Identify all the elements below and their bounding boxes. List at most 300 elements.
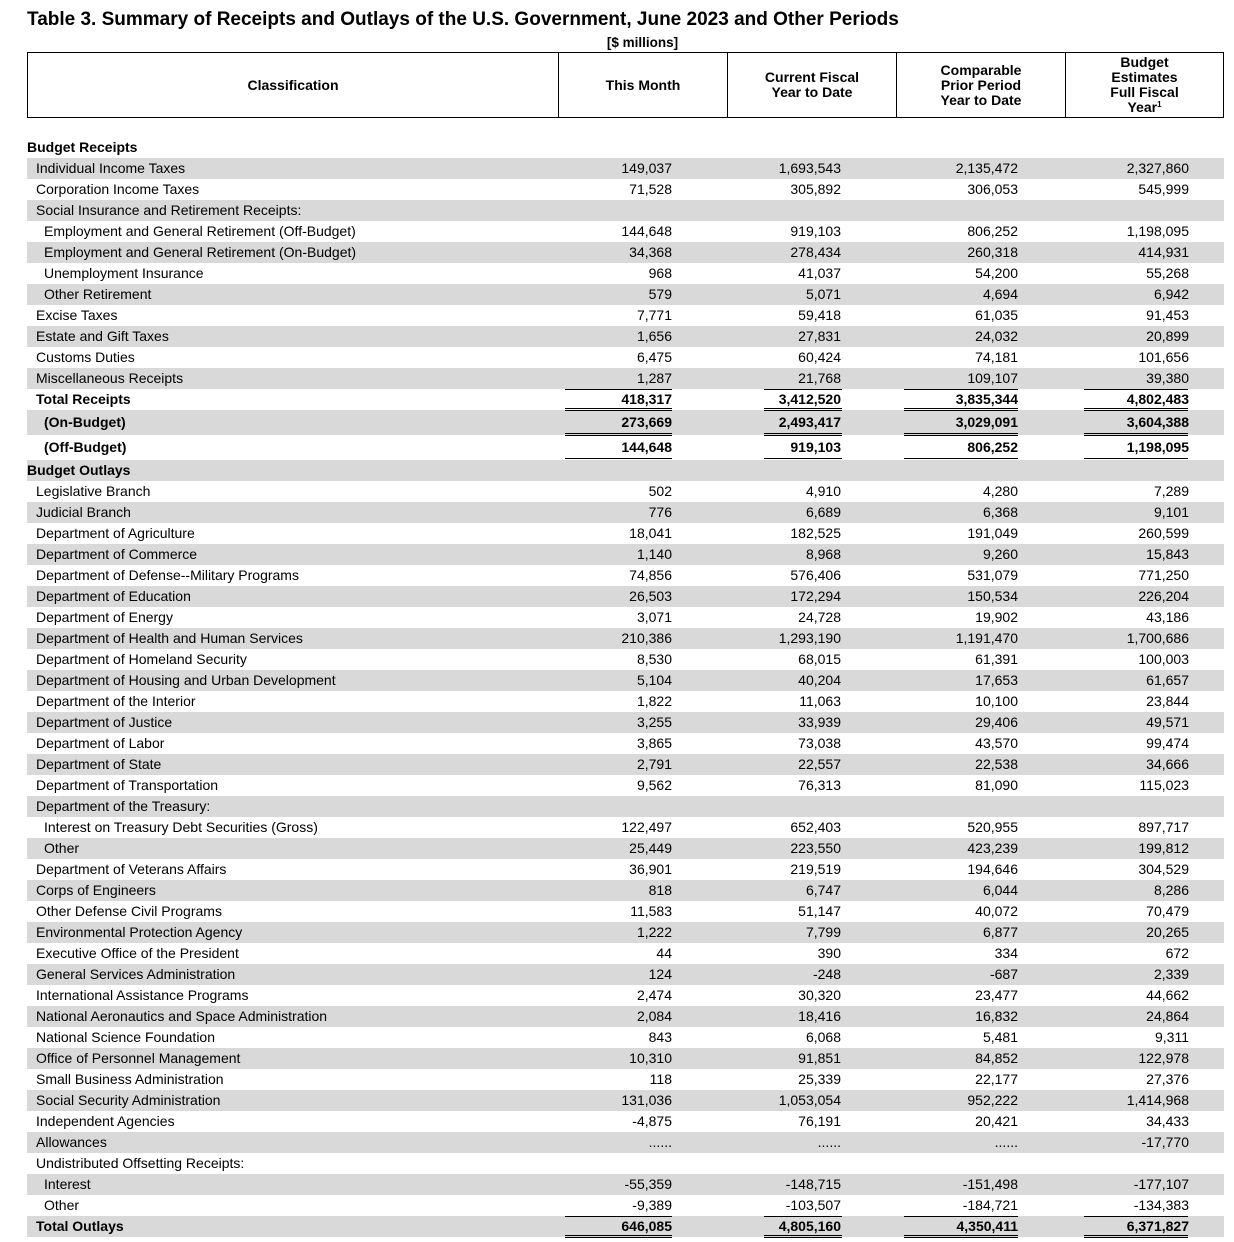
- row-label: Other Defense Civil Programs: [36, 903, 222, 919]
- cell-col-4: 3,604,388: [1126, 414, 1189, 430]
- table-row: [27, 368, 1224, 389]
- cell-col-1: 74,856: [629, 567, 672, 583]
- cell-col-3: 23,477: [975, 987, 1018, 1003]
- cell-col-2: 652,403: [790, 819, 841, 835]
- cell-col-2: 223,550: [790, 840, 841, 856]
- cell-col-1: 26,503: [629, 588, 672, 604]
- cell-col-2: 2,493,417: [778, 414, 841, 430]
- row-label: Department of Transportation: [36, 777, 219, 793]
- row-label: Other: [44, 1197, 80, 1213]
- cell-col-3: 54,200: [975, 265, 1018, 281]
- total-rule: [1084, 433, 1188, 436]
- table-row: [27, 1195, 1224, 1216]
- cell-col-4: 672: [1165, 945, 1189, 961]
- cell-col-4: 20,899: [1146, 328, 1189, 344]
- table-row: [27, 817, 1224, 838]
- cell-col-3: 43,570: [975, 735, 1018, 751]
- cell-col-4: 34,433: [1146, 1113, 1189, 1129]
- total-rule: [764, 1216, 842, 1217]
- cell-col-3: 531,079: [967, 567, 1018, 583]
- cell-col-1: 71,528: [629, 181, 672, 197]
- row-label: (Off-Budget): [44, 439, 127, 455]
- header-prior-period: [897, 53, 1066, 117]
- row-label: Estate and Gift Taxes: [36, 328, 169, 344]
- row-label: (On-Budget): [44, 414, 126, 430]
- table-title: Table 3. Summary of Receipts and Outlays of the U.S. Government, June 2023 and Other Periods: [27, 9, 899, 30]
- row-label: Allowances: [36, 1134, 107, 1150]
- cell-col-1: 2,084: [636, 1008, 672, 1024]
- table-row: [27, 985, 1224, 1006]
- cell-col-1: 1,287: [636, 370, 672, 386]
- row-label: Customs Duties: [36, 349, 135, 365]
- table-row: [27, 691, 1224, 712]
- table-row: [27, 179, 1224, 200]
- total-rule: [764, 433, 842, 436]
- table-row: [27, 158, 1224, 179]
- cell-col-3: 6,044: [982, 882, 1018, 898]
- total-rule: [565, 433, 672, 436]
- cell-col-1: 144,648: [621, 439, 672, 455]
- header-classification: [28, 53, 559, 117]
- header-prior-period-label: Comparable Prior Period Year to Date: [940, 61, 1022, 108]
- cell-col-4: 226,204: [1138, 588, 1189, 604]
- cell-col-1: 210,386: [621, 630, 672, 646]
- row-label: Interest on Treasury Debt Securities (Gross): [44, 819, 318, 835]
- cell-col-1: 3,865: [636, 735, 672, 751]
- cell-col-2: 76,191: [798, 1113, 841, 1129]
- header-this-month: [559, 53, 728, 117]
- total-rule: [764, 408, 842, 411]
- cell-col-4: -134,383: [1133, 1197, 1189, 1213]
- cell-col-3: 6,877: [982, 924, 1018, 940]
- row-label: Small Business Administration: [36, 1071, 224, 1087]
- cell-col-3: 806,252: [967, 439, 1018, 455]
- table-row: [27, 964, 1224, 985]
- cell-col-3: 40,072: [975, 903, 1018, 919]
- cell-col-1: 2,474: [636, 987, 672, 1003]
- cell-col-3: 22,177: [975, 1071, 1018, 1087]
- cell-col-2: 40,204: [798, 672, 841, 688]
- cell-col-1: ......: [648, 1134, 672, 1150]
- row-label: Social Insurance and Retirement Receipts:: [36, 202, 302, 218]
- table-row: [27, 775, 1224, 796]
- row-label: Employment and General Retirement (On-Budget): [44, 244, 357, 260]
- cell-col-3: 4,694: [982, 286, 1018, 302]
- table-row: [27, 326, 1224, 347]
- cell-col-4: 304,529: [1138, 861, 1189, 877]
- row-label: Corporation Income Taxes: [36, 181, 200, 197]
- cell-col-3: 1,191,470: [955, 630, 1018, 646]
- total-rule: [1084, 1216, 1188, 1217]
- cell-col-2: 576,406: [790, 567, 841, 583]
- cell-col-4: -17,770: [1141, 1134, 1189, 1150]
- table-row: [27, 607, 1224, 628]
- table-header: [27, 52, 1224, 118]
- cell-col-2: 51,147: [798, 903, 841, 919]
- cell-col-2: 4,805,160: [778, 1218, 841, 1234]
- footnote-marker: 1: [1157, 100, 1162, 109]
- cell-col-3: -151,498: [962, 1176, 1018, 1192]
- row-label: Legislative Branch: [36, 483, 151, 499]
- cell-col-2: 7,799: [805, 924, 841, 940]
- cell-col-4: 6,371,827: [1126, 1218, 1189, 1234]
- row-label: Employment and General Retirement (Off-Budget): [44, 223, 356, 239]
- table-row: [27, 628, 1224, 649]
- total-rule: [1084, 408, 1188, 411]
- cell-col-2: 305,892: [790, 181, 841, 197]
- cell-col-2: 18,416: [798, 1008, 841, 1024]
- cell-col-2: 73,038: [798, 735, 841, 751]
- cell-col-1: 44: [656, 945, 672, 961]
- row-label: Department of Commerce: [36, 546, 198, 562]
- row-label: Corps of Engineers: [36, 882, 156, 898]
- cell-col-1: 124: [648, 966, 672, 982]
- cell-col-2: 278,434: [790, 244, 841, 260]
- table-body: [27, 137, 1224, 1237]
- cell-col-1: 36,901: [629, 861, 672, 877]
- cell-col-3: 16,832: [975, 1008, 1018, 1024]
- cell-col-2: 182,525: [790, 525, 841, 541]
- table-row: [27, 859, 1224, 880]
- total-rule: [904, 1216, 1018, 1217]
- cell-col-2: 6,747: [805, 882, 841, 898]
- cell-col-1: 1,140: [636, 546, 672, 562]
- cell-col-2: 33,939: [798, 714, 841, 730]
- cell-col-4: 99,474: [1146, 735, 1189, 751]
- cell-col-1: 7,771: [636, 307, 672, 323]
- cell-col-3: 150,534: [967, 588, 1018, 604]
- cell-col-1: 9,562: [636, 777, 672, 793]
- cell-col-1: 843: [648, 1029, 672, 1045]
- header-classification-label: Classification: [247, 76, 339, 93]
- total-rule: [904, 433, 1018, 436]
- cell-col-2: 219,519: [790, 861, 841, 877]
- table-row: [27, 502, 1224, 523]
- cell-col-3: 334: [994, 945, 1018, 961]
- cell-col-4: 115,023: [1139, 777, 1189, 793]
- cell-col-1: 118: [649, 1071, 672, 1087]
- cell-col-3: 306,053: [967, 181, 1018, 197]
- row-label: Department of Veterans Affairs: [36, 861, 227, 877]
- header-budget-estimates-wrap: [1100, 55, 1190, 115]
- header-budget-estimates-label: Budget Estimates Full Fiscal Year: [1110, 54, 1179, 115]
- cell-col-4: 414,931: [1138, 244, 1189, 260]
- table-row: [27, 838, 1224, 859]
- cell-col-4: 43,186: [1146, 609, 1189, 625]
- cell-col-4: 23,844: [1146, 693, 1189, 709]
- cell-col-4: 771,250: [1138, 567, 1189, 583]
- total-rule: [764, 1235, 842, 1238]
- total-rule: [565, 389, 672, 390]
- cell-col-2: 59,418: [798, 307, 841, 323]
- cell-col-3: 191,049: [967, 525, 1018, 541]
- cell-col-4: 27,376: [1146, 1071, 1189, 1087]
- table-row: [27, 523, 1224, 544]
- cell-col-4: 91,453: [1146, 307, 1189, 323]
- cell-col-4: 61,657: [1146, 672, 1189, 688]
- cell-col-1: 1,822: [636, 693, 672, 709]
- cell-col-4: 4,802,483: [1126, 391, 1189, 407]
- cell-col-1: 10,310: [629, 1050, 672, 1066]
- cell-col-2: 8,968: [805, 546, 841, 562]
- cell-col-2: 390: [817, 945, 841, 961]
- cell-col-2: 60,424: [798, 349, 841, 365]
- row-label: Executive Office of the President: [36, 945, 239, 961]
- row-label: Department of Labor: [36, 735, 165, 751]
- cell-col-4: 122,978: [1138, 1050, 1189, 1066]
- cell-col-1: 273,669: [621, 414, 672, 430]
- row-label: Department of Agriculture: [36, 525, 195, 541]
- cell-col-2: 30,320: [798, 987, 841, 1003]
- header-this-month-label: This Month: [605, 76, 681, 93]
- cell-col-2: 1,053,054: [778, 1092, 841, 1108]
- cell-col-2: 91,851: [798, 1050, 841, 1066]
- cell-col-2: 25,339: [798, 1071, 841, 1087]
- cell-col-2: 919,103: [790, 223, 841, 239]
- table-row: [27, 712, 1224, 733]
- row-label: Judicial Branch: [36, 504, 131, 520]
- cell-col-2: 11,063: [799, 693, 841, 709]
- total-rule: [904, 389, 1018, 390]
- cell-col-1: 25,449: [629, 840, 672, 856]
- cell-col-3: 74,181: [975, 349, 1018, 365]
- cell-col-2: -248: [812, 966, 841, 982]
- row-label: Social Security Administration: [36, 1092, 221, 1108]
- row-label: Undistributed Offsetting Receipts:: [36, 1155, 245, 1171]
- cell-col-4: 199,812: [1138, 840, 1189, 856]
- table-row: [27, 586, 1224, 607]
- row-label: Department of Education: [36, 588, 191, 604]
- table-row: [27, 221, 1224, 242]
- total-rule: [1084, 1235, 1188, 1238]
- row-label: Miscellaneous Receipts: [36, 370, 184, 386]
- cell-col-4: 34,666: [1146, 756, 1189, 772]
- cell-col-2: 1,693,543: [778, 160, 841, 176]
- total-rule: [565, 408, 672, 411]
- cell-col-3: -687: [989, 966, 1018, 982]
- table-row: [27, 943, 1224, 964]
- row-label: Excise Taxes: [36, 307, 118, 323]
- cell-col-3: 2,135,472: [955, 160, 1018, 176]
- total-rule: [565, 1216, 672, 1217]
- cell-col-1: 6,475: [636, 349, 672, 365]
- table-row: [27, 460, 1224, 481]
- cell-col-2: 4,910: [805, 483, 841, 499]
- cell-col-4: -177,107: [1133, 1176, 1189, 1192]
- table-row: [27, 1174, 1224, 1195]
- table-row: [27, 305, 1224, 326]
- cell-col-3: 3,029,091: [955, 414, 1018, 430]
- cell-col-2: 1,293,190: [778, 630, 841, 646]
- cell-col-3: 61,035: [975, 307, 1018, 323]
- cell-col-1: 8,530: [636, 651, 672, 667]
- cell-col-3: 81,090: [975, 777, 1018, 793]
- row-label: Department of Defense--Military Programs: [36, 567, 299, 583]
- row-label: Other Retirement: [44, 286, 152, 302]
- cell-col-1: 5,104: [636, 672, 672, 688]
- table-row: [27, 389, 1224, 410]
- row-label: Individual Income Taxes: [36, 160, 186, 176]
- table-row: [27, 922, 1224, 943]
- cell-col-2: 41,037: [798, 265, 841, 281]
- cell-col-1: 149,037: [621, 160, 672, 176]
- cell-col-4: 15,843: [1146, 546, 1189, 562]
- table-row: [27, 670, 1224, 691]
- cell-col-1: 122,497: [621, 819, 672, 835]
- cell-col-4: 8,286: [1153, 882, 1189, 898]
- row-label: Department of State: [36, 756, 162, 772]
- cell-col-3: 22,538: [975, 756, 1018, 772]
- cell-col-3: 84,852: [975, 1050, 1018, 1066]
- cell-col-4: 55,268: [1146, 265, 1189, 281]
- cell-col-4: 44,662: [1146, 987, 1189, 1003]
- table-row: [27, 242, 1224, 263]
- cell-col-1: 144,648: [621, 223, 672, 239]
- cell-col-4: 49,571: [1146, 714, 1189, 730]
- table-row: [27, 1216, 1224, 1237]
- cell-col-3: 20,421: [975, 1113, 1018, 1129]
- cell-col-2: 3,412,520: [778, 391, 841, 407]
- cell-col-4: 100,003: [1138, 651, 1189, 667]
- row-label: Independent Agencies: [36, 1113, 175, 1129]
- cell-col-2: 68,015: [798, 651, 841, 667]
- cell-col-4: 39,380: [1146, 370, 1189, 386]
- cell-col-3: 19,902: [975, 609, 1018, 625]
- table-row: [27, 263, 1224, 284]
- row-label: Environmental Protection Agency: [36, 924, 243, 940]
- cell-col-3: 423,239: [967, 840, 1018, 856]
- cell-col-4: 9,101: [1153, 504, 1189, 520]
- table-row: [27, 200, 1224, 221]
- row-label: Department of Justice: [36, 714, 173, 730]
- cell-col-1: 968: [648, 265, 672, 281]
- row-label: General Services Administration: [36, 966, 236, 982]
- table-row: [27, 137, 1224, 158]
- row-label: Department of Homeland Security: [36, 651, 247, 667]
- table-row: [27, 796, 1224, 817]
- table-row: [27, 1069, 1224, 1090]
- total-rule: [904, 1235, 1018, 1238]
- row-label: Department of Energy: [36, 609, 173, 625]
- total-rule: [565, 1235, 672, 1238]
- row-label: Other: [44, 840, 80, 856]
- table-row: [27, 410, 1224, 435]
- cell-col-1: 3,071: [636, 609, 672, 625]
- table-row: [27, 435, 1224, 460]
- cell-col-4: 24,864: [1146, 1008, 1189, 1024]
- row-label: International Assistance Programs: [36, 987, 249, 1003]
- cell-col-4: 1,198,095: [1126, 223, 1189, 239]
- header-budget-estimates: [1066, 53, 1223, 117]
- cell-col-1: -55,359: [624, 1176, 672, 1192]
- total-rule: [1084, 389, 1188, 390]
- table-row: [27, 284, 1224, 305]
- table-row: [27, 347, 1224, 368]
- row-label: Total Outlays: [36, 1218, 124, 1234]
- cell-col-3: 10,100: [975, 693, 1018, 709]
- cell-col-4: 1,198,095: [1126, 439, 1189, 455]
- cell-col-1: 1,656: [636, 328, 672, 344]
- cell-col-3: 109,107: [967, 370, 1018, 386]
- cell-col-4: 2,327,860: [1126, 160, 1189, 176]
- table-row: [27, 544, 1224, 565]
- table-row: [27, 733, 1224, 754]
- cell-col-3: 4,280: [982, 483, 1018, 499]
- cell-col-1: 646,085: [621, 1218, 672, 1234]
- cell-col-4: 6,942: [1153, 286, 1189, 302]
- cell-col-1: 502: [648, 483, 672, 499]
- cell-col-4: 7,289: [1153, 483, 1189, 499]
- cell-col-2: 76,313: [798, 777, 841, 793]
- row-label: Department of Housing and Urban Development: [36, 672, 336, 688]
- cell-col-3: 260,318: [967, 244, 1018, 260]
- cell-col-4: 1,414,968: [1126, 1092, 1189, 1108]
- cell-col-3: 9,260: [982, 546, 1018, 562]
- table-row: [27, 1132, 1224, 1153]
- cell-col-2: -103,507: [785, 1197, 841, 1213]
- cell-col-3: 5,481: [982, 1029, 1018, 1045]
- row-label: National Science Foundation: [36, 1029, 216, 1045]
- total-rule: [904, 408, 1018, 411]
- row-label: Department of Health and Human Services: [36, 630, 303, 646]
- cell-col-1: 34,368: [629, 244, 672, 260]
- cell-col-4: 897,717: [1138, 819, 1189, 835]
- cell-col-1: -4,875: [632, 1113, 672, 1129]
- table-row: [27, 1027, 1224, 1048]
- cell-col-1: 776: [648, 504, 672, 520]
- table-row: [27, 880, 1224, 901]
- cell-col-3: 6,368: [982, 504, 1018, 520]
- total-rule: [764, 389, 842, 390]
- cell-col-3: 3,835,344: [955, 391, 1018, 407]
- cell-col-1: 579: [648, 286, 672, 302]
- cell-col-4: 20,265: [1146, 924, 1189, 940]
- cell-col-4: 101,656: [1138, 349, 1189, 365]
- cell-col-1: 418,317: [621, 391, 672, 407]
- cell-col-4: 2,339: [1153, 966, 1189, 982]
- row-label: Budget Outlays: [27, 462, 131, 478]
- cell-col-2: 24,728: [798, 609, 841, 625]
- cell-col-3: 17,653: [975, 672, 1018, 688]
- row-label: Unemployment Insurance: [44, 265, 204, 281]
- cell-col-1: -9,389: [632, 1197, 672, 1213]
- cell-col-2: 21,768: [798, 370, 841, 386]
- cell-col-3: 29,406: [975, 714, 1018, 730]
- cell-col-3: 806,252: [967, 223, 1018, 239]
- table-row: [27, 565, 1224, 586]
- cell-col-3: 194,646: [967, 861, 1018, 877]
- cell-col-1: 2,791: [636, 756, 672, 772]
- row-label: National Aeronautics and Space Administration: [36, 1008, 328, 1024]
- row-label: Department of the Treasury:: [36, 798, 211, 814]
- cell-col-2: 5,071: [805, 286, 841, 302]
- row-label: Total Receipts: [36, 391, 131, 407]
- cell-col-2: -148,715: [785, 1176, 841, 1192]
- table-row: [27, 754, 1224, 775]
- cell-col-1: 131,036: [621, 1092, 672, 1108]
- table-row: [27, 1006, 1224, 1027]
- cell-col-2: 22,557: [798, 756, 841, 772]
- cell-col-1: 1,222: [636, 924, 672, 940]
- row-label: Department of the Interior: [36, 693, 196, 709]
- cell-col-4: 70,479: [1146, 903, 1189, 919]
- cell-col-2: 27,831: [798, 328, 841, 344]
- table-row: [27, 901, 1224, 922]
- cell-col-1: 818: [648, 882, 672, 898]
- cell-col-3: 4,350,411: [956, 1218, 1018, 1234]
- header-current-fytd: [728, 53, 897, 117]
- cell-col-3: 952,222: [967, 1092, 1018, 1108]
